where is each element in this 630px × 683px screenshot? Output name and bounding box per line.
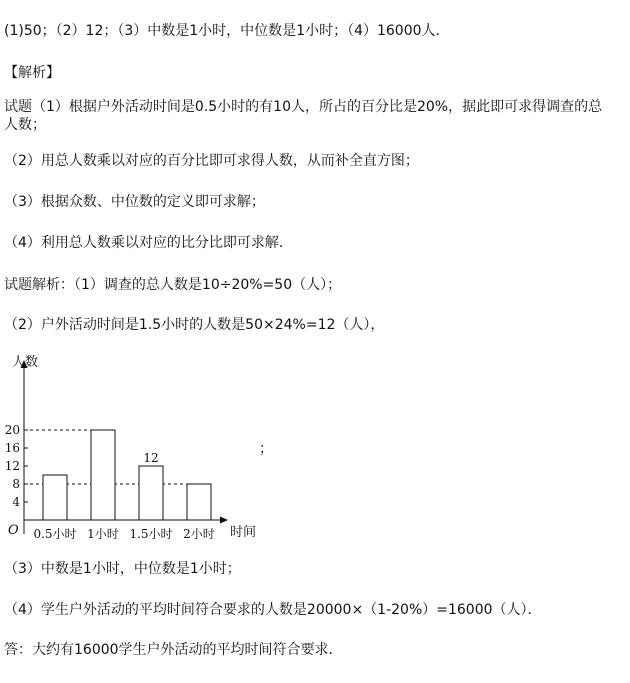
step2-line: （2）用总人数乘以对应的百分比即可求得人数，从而补全直方图； bbox=[4, 153, 419, 169]
y-tick-label: 20 bbox=[4, 423, 20, 437]
x-category-label: 1.5小时 bbox=[129, 527, 173, 541]
bar-value-label: 12 bbox=[143, 451, 159, 465]
histogram-bar bbox=[91, 430, 115, 520]
step4-line: （4）利用总人数乘以对应的比分比即可求解． bbox=[4, 235, 293, 251]
final-answer-line: 答：大约有16000学生户外活动的平均时间符合要求． bbox=[4, 642, 343, 658]
histogram-chart bbox=[0, 352, 300, 550]
y-axis-label: 人数 bbox=[12, 355, 39, 370]
histogram-bar bbox=[187, 484, 211, 520]
x-category-label: 0.5小时 bbox=[33, 527, 77, 541]
x-category-label: 1小时 bbox=[87, 527, 119, 541]
answers-line: (1)50；（2）12；（3）中数是1小时，中位数是1小时；（4）16000人. bbox=[4, 23, 440, 39]
analysis-header: 【解析】 bbox=[4, 65, 60, 81]
y-tick-label: 8 bbox=[12, 477, 20, 491]
step3-line: （3）根据众数、中位数的定义即可求解； bbox=[4, 194, 265, 210]
histogram-bar bbox=[43, 475, 67, 520]
step1-line-cont: 人数； bbox=[4, 117, 46, 133]
x-axis-label: 时间 bbox=[230, 525, 257, 540]
histogram-bar bbox=[139, 466, 163, 520]
y-tick-label: 4 bbox=[12, 495, 20, 509]
origin-label: O bbox=[8, 523, 19, 538]
y-tick-label: 12 bbox=[4, 459, 20, 473]
step1-line: 试题（1）根据户外活动时间是0.5小时的有10人，所占的百分比是20%，据此即可求得调查的总 bbox=[4, 99, 603, 115]
x-category-label: 2小时 bbox=[183, 527, 215, 541]
trailing-semicolon: ； bbox=[259, 441, 273, 457]
solution4-line: （4）学生户外活动的平均时间符合要求的人数是20000×（1-20%）=16000（人）． bbox=[4, 602, 542, 618]
y-tick-label: 16 bbox=[4, 441, 20, 455]
x-axis-arrow bbox=[220, 517, 228, 524]
solution1-line: 试题解析：（1）调查的总人数是10÷20%=50（人）； bbox=[4, 277, 342, 293]
solution2-line: （2）户外活动时间是1.5小时的人数是50×24%=12（人）， bbox=[4, 317, 385, 333]
solution3-line: （3）中数是1小时，中位数是1小时； bbox=[4, 561, 241, 577]
